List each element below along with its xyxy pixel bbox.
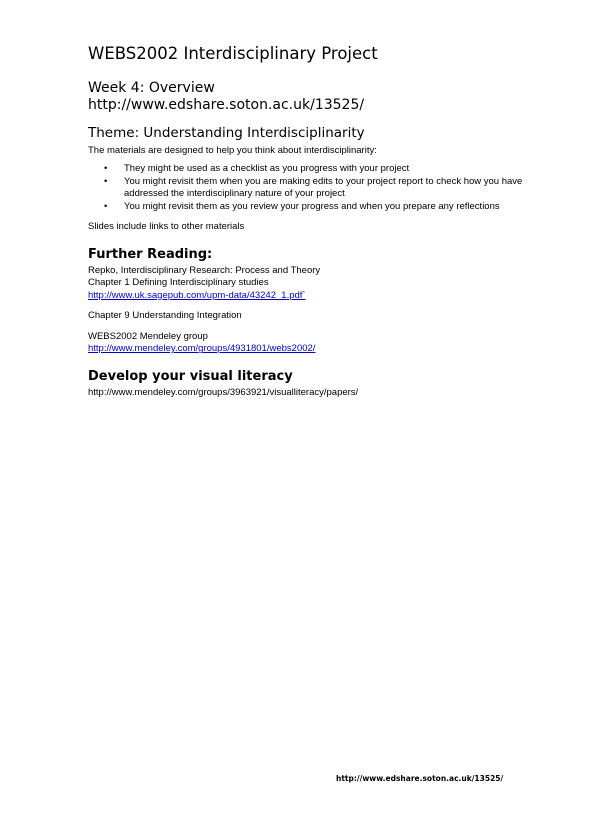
- visual-literacy-url[interactable]: http://www.mendeley.com/groups/3963921/visualliteracy/papers/: [88, 386, 359, 398]
- chapter-9-title: Chapter 9 Understanding Integration: [88, 310, 242, 322]
- visual-literacy-heading: Develop your visual literacy: [88, 368, 293, 384]
- week-url[interactable]: http://www.edshare.soton.ac.uk/13525/: [88, 96, 365, 113]
- chapter-1-link[interactable]: http://www.uk.sagepub.com/upm-data/43242_1.pdf`: [88, 289, 306, 301]
- footer-url: http://www.edshare.soton.ac.uk/13525/: [336, 774, 504, 783]
- book-title: Repko, Interdisciplinary Research: Process and Theory: [88, 264, 321, 276]
- repko-reference: [88, 265, 528, 303]
- document-title: WEBS2002 Interdisciplinary Project: [88, 44, 378, 63]
- list-item: • You might revisit them as you review your progress and when you prepare any reflections: [124, 201, 528, 214]
- slides-note: Slides include links to other materials: [88, 221, 245, 233]
- mendeley-label: WEBS2002 Mendeley group: [88, 330, 208, 342]
- list-item: • They might be used as a checklist as you progress with your project: [124, 163, 528, 176]
- theme-heading: Theme: Understanding Interdisciplinarity: [88, 124, 365, 141]
- week-block: [88, 80, 528, 114]
- mendeley-reference: [88, 331, 528, 356]
- week-heading: Week 4: Overview: [88, 79, 215, 96]
- theme-intro: The materials are designed to help you think about interdisciplinarity:: [88, 144, 377, 156]
- list-item: • You might revisit them when you are making edits to your project report to check how you have addressed the interdisciplinary nature of your project: [124, 176, 528, 201]
- chapter-1-title: Chapter 1 Defining Interdisciplinary studies: [88, 277, 269, 289]
- document-page: [88, 44, 528, 399]
- further-reading-heading: Further Reading:: [88, 246, 213, 262]
- mendeley-group-link[interactable]: http://www.mendeley.com/groups/4931801/webs2002/: [88, 343, 316, 355]
- theme-bullet-list: [88, 163, 528, 213]
